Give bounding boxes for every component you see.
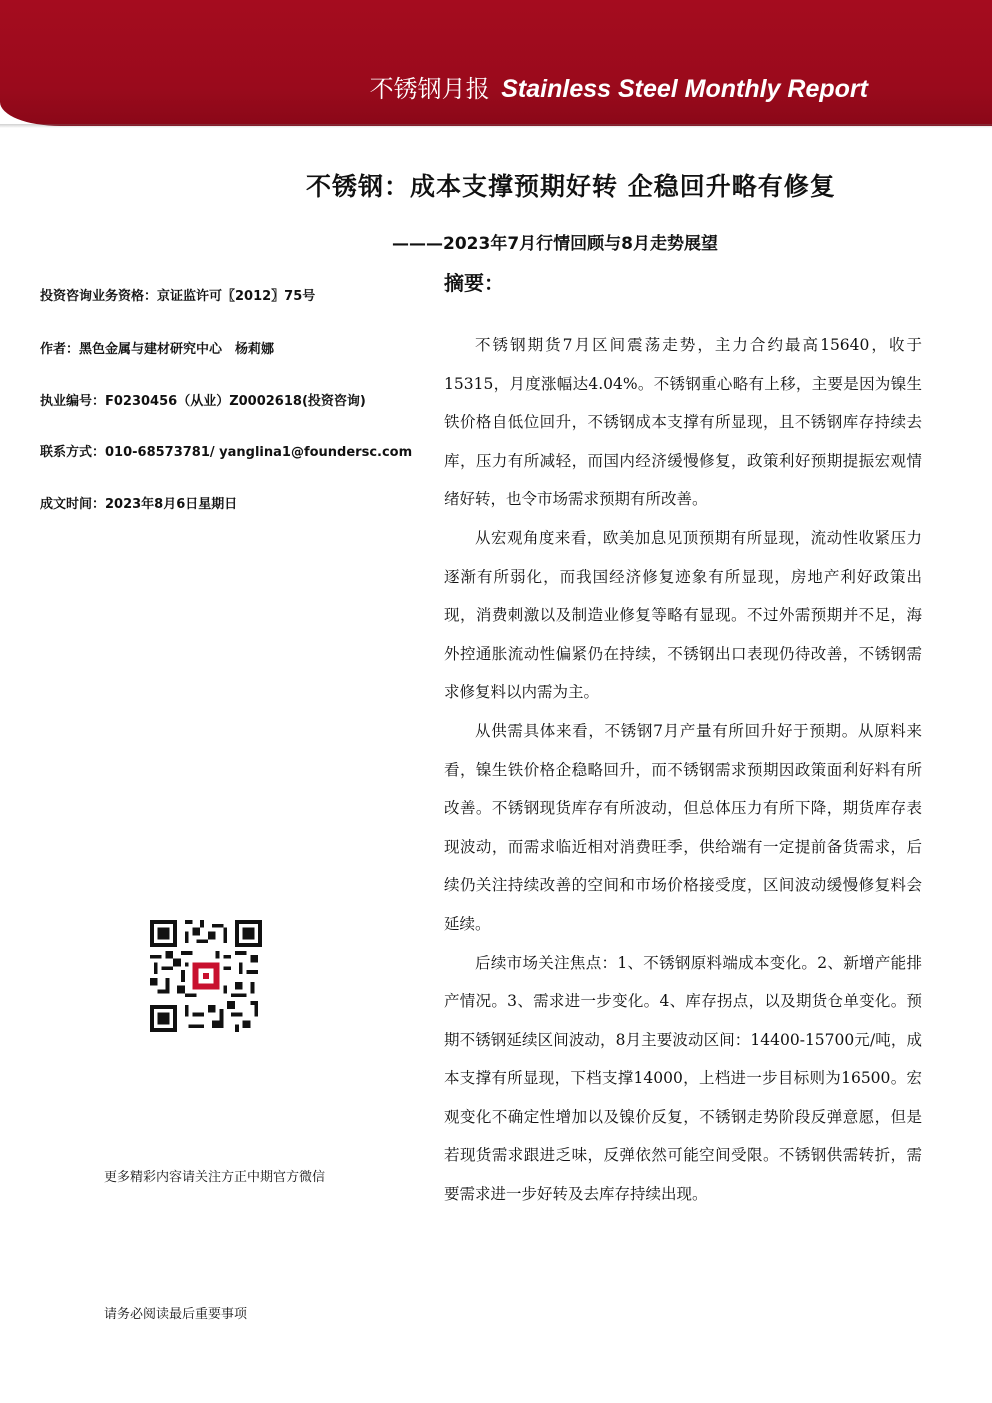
report-series-title bbox=[370, 72, 868, 106]
header-band bbox=[0, 0, 992, 126]
contact-line: 联系方式：010-68573781/ yanglina1@foundersc.com bbox=[40, 445, 413, 460]
qr-caption: 更多精彩内容请关注方正中期官方微信 bbox=[104, 1170, 326, 1185]
abstract-heading: 摘要： bbox=[444, 271, 504, 295]
date-line: 成文时间：2023年8月6日星期日 bbox=[40, 497, 238, 512]
abstract-paragraph: 不锈钢期货7月区间震荡走势，主力合约最高15640，收于15315，月度涨幅达4.04%。不锈钢重心略有上移，主要是因为镍生铁价格自低位回升，不锈钢成本支撑有所显现，且不锈钢库存持续去库，压力有所减轻，而国内经济缓慢修复，政策利好预期提振宏观情绪好转，也令市场需求预期有所改善。 bbox=[444, 336, 922, 509]
report-series-title-cn: 不锈钢月报 bbox=[369, 75, 490, 103]
report-title: 不锈钢：成本支撑预期好转 企稳回升略有修复 bbox=[306, 172, 836, 201]
abstract-paragraph: 从供需具体来看，不锈钢7月产量有所回升好于预期。从原料来看，镍生铁价格企稳略回升，而不锈钢需求预期因政策面利好料有所改善。不锈钢现货库存有所波动，但总体压力有所下降，期货库存表现波动，而需求临近相对消费旺季，供给端有一定提前备货需求，后续仍关注持续改善的空间和市场价格接受度，区间波动缓慢修复料会延续。 bbox=[444, 721, 922, 933]
report-subtitle: ———2023年7月行情回顾与8月走势展望 bbox=[392, 234, 718, 254]
abstract-paragraph: 从宏观角度来看，欧美加息见顶预期有所显现，流动性收紧压力逐渐有所弱化，而我国经济修复迹象有所显现，房地产利好政策出现，消费刺激以及制造业修复等略有显现。不过外需预期并不足，海外控通胀流动性偏紧仍在持续，不锈钢出口表现仍待改善，不锈钢需求修复料以内需为主。 bbox=[444, 528, 922, 702]
author-line: 作者：黑色金属与建材研究中心 杨莉娜 bbox=[40, 342, 275, 357]
abstract-paragraph: 后续市场关注焦点：1、不锈钢原料端成本变化。2、新增产能排产情况。3、需求进一步变化。4、库存拐点，以及期货仓单变化。预期不锈钢延续区间波动，8月主要波动区间：14400-15700元/吨，成本支撑有所显现，下档支撑14000，上档进一步目标则为16500。宏观变化不确定性增加以及镍价反复，不锈钢走势阶段反弹意愿，但是若现货需求跟进乏味，反弹依然可能空间受限。不锈钢供需转折，需要需求进一步好转及去库存持续出现。 bbox=[444, 953, 922, 1204]
header-shadow bbox=[0, 124, 992, 128]
footer-note: 请务必阅读最后重要事项 bbox=[104, 1307, 248, 1322]
qr-code-icon bbox=[150, 920, 262, 1032]
license-line: 执业编号：F0230456（从业）Z0002618(投资咨询) bbox=[40, 394, 366, 409]
abstract-body bbox=[444, 326, 922, 1214]
report-series-title-en: Stainless Steel Monthly Report bbox=[501, 75, 868, 103]
qualification-line: 投资咨询业务资格：京证监许可〖2012〗75号 bbox=[40, 289, 316, 304]
